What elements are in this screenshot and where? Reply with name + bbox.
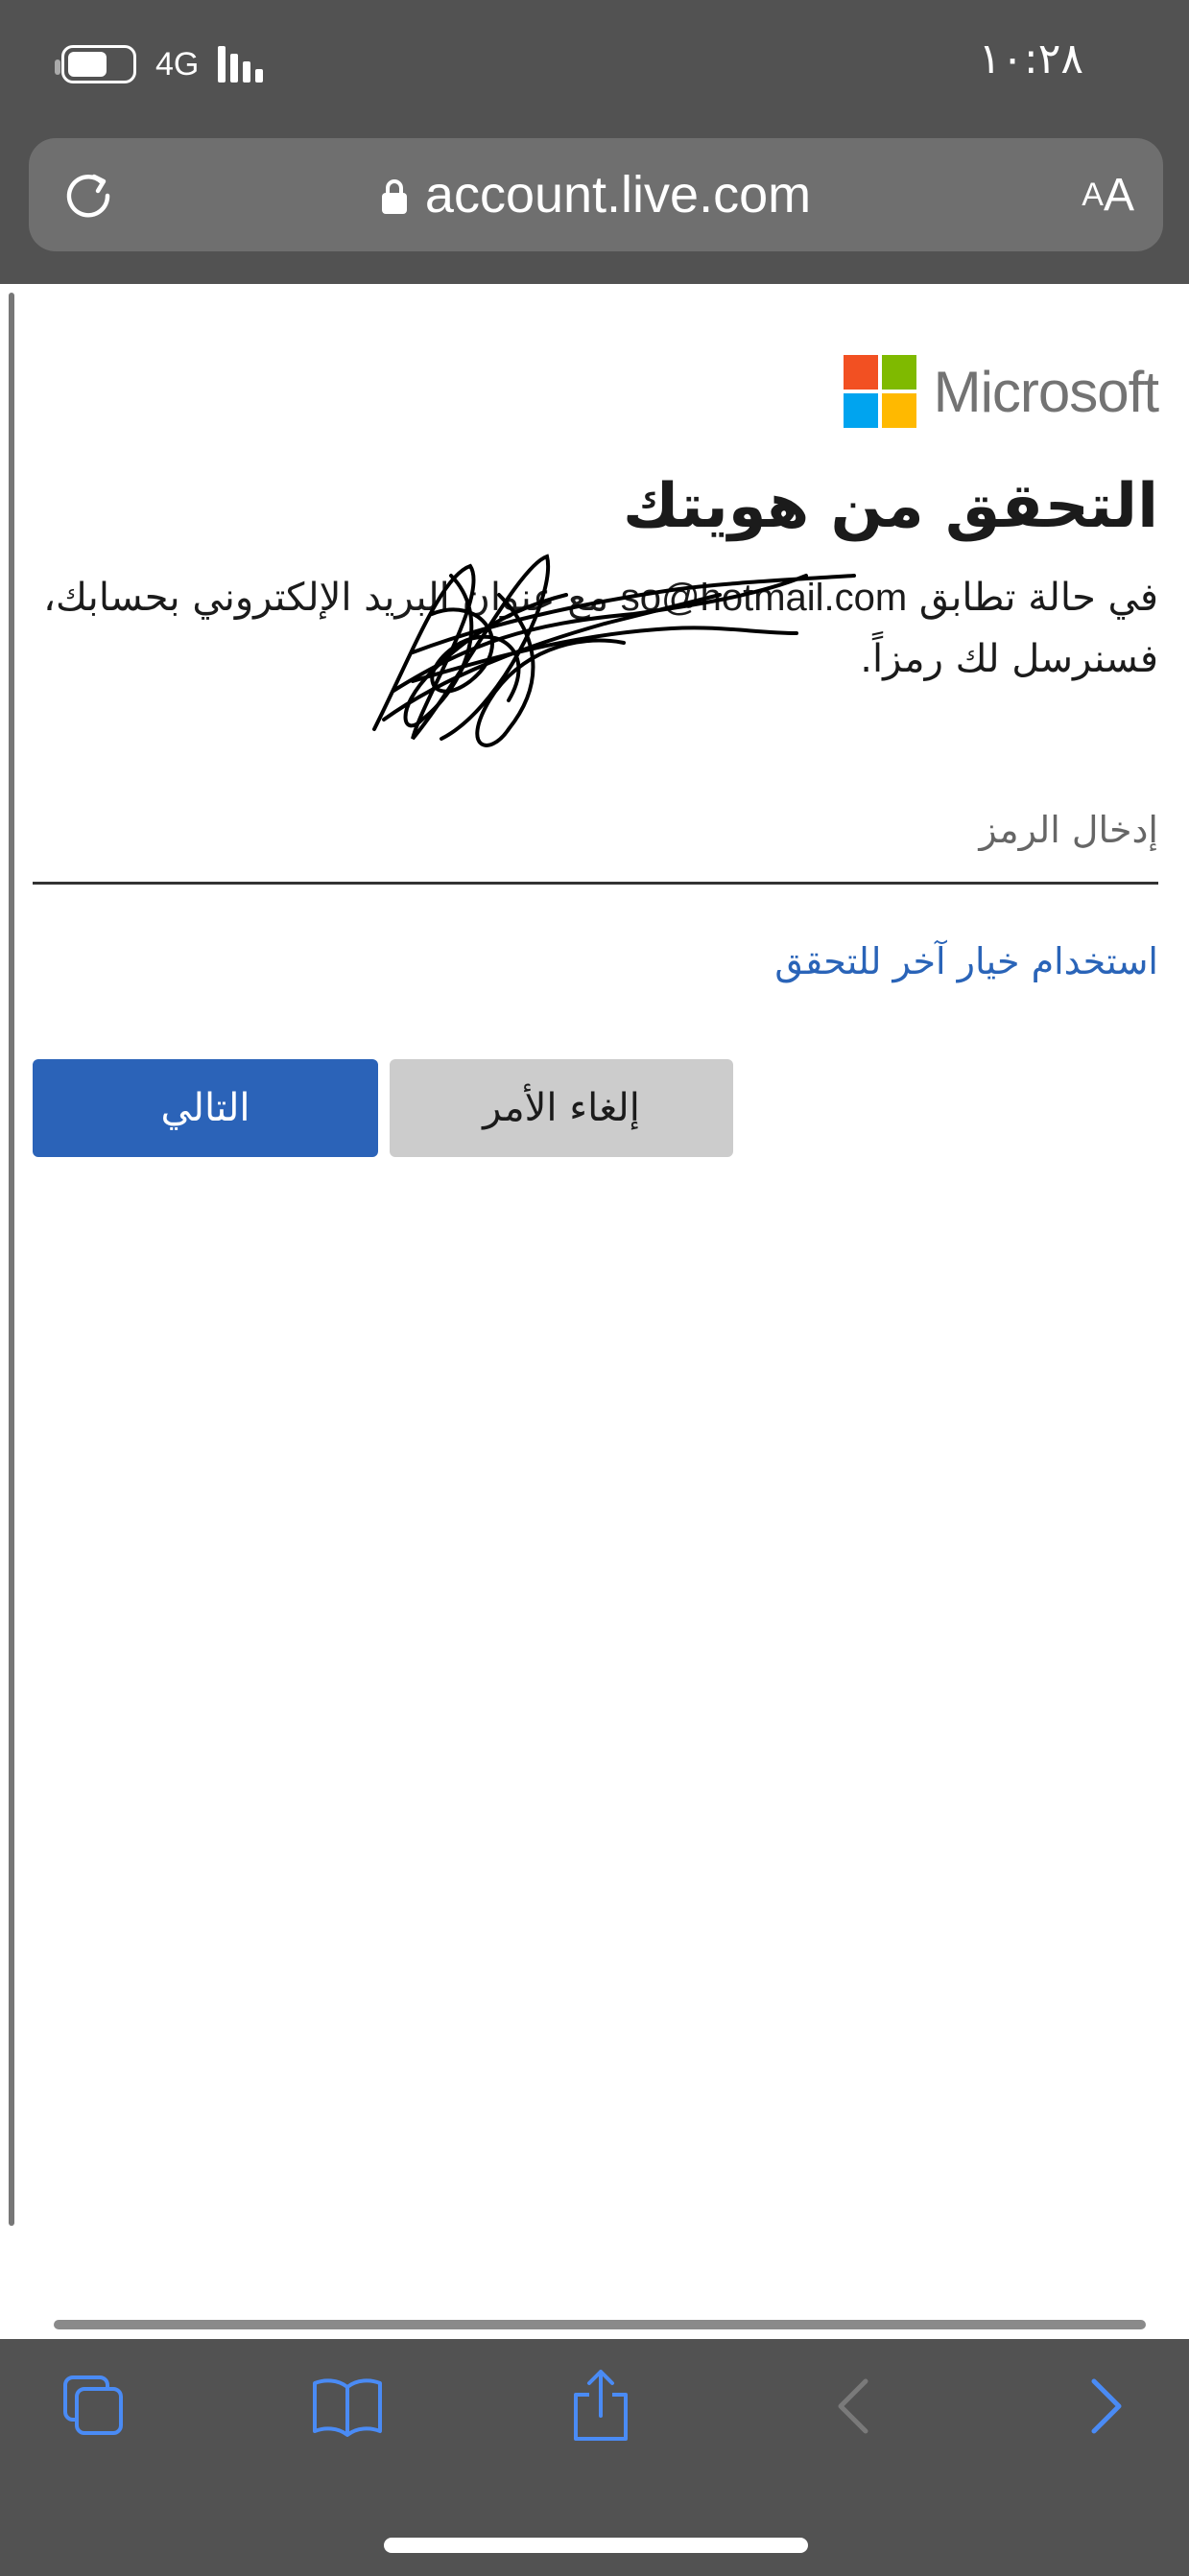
battery-icon <box>61 45 136 83</box>
alternate-verification-link[interactable]: استخدام خيار آخر للتحقق <box>774 940 1158 982</box>
forward-icon[interactable] <box>1065 2368 1142 2445</box>
lock-icon <box>381 177 408 216</box>
browser-top-bar <box>0 0 1189 284</box>
redaction-scribble <box>355 537 892 768</box>
network-type: 4G <box>155 45 200 83</box>
back-icon[interactable] <box>818 2368 894 2445</box>
share-icon[interactable] <box>562 2368 639 2445</box>
next-button[interactable]: التالي <box>33 1059 378 1157</box>
status-bar-left <box>61 42 263 86</box>
cancel-button[interactable]: إلغاء الأمر <box>390 1059 733 1157</box>
microsoft-logo <box>844 355 1158 428</box>
vertical-scrollbar[interactable] <box>9 293 14 2226</box>
page-description: في حالة تطابق so@hotmail.com مع عنوان البريد الإلكتروني بحسابك، فسنرسل لك رمزاً. <box>43 575 1158 681</box>
tabs-icon[interactable] <box>56 2368 132 2445</box>
signal-strength-icon <box>218 46 263 83</box>
bookmarks-icon[interactable] <box>309 2368 386 2445</box>
horizontal-scrollbar[interactable] <box>54 2320 1146 2329</box>
page-title: التحقق من هويتك <box>623 471 1158 542</box>
address-bar[interactable] <box>29 138 1163 251</box>
microsoft-grid-icon <box>844 355 916 428</box>
code-input[interactable] <box>33 787 1158 885</box>
brand-name: Microsoft <box>933 359 1158 424</box>
text-size-button[interactable]: A A <box>1082 169 1134 221</box>
status-time: ١٠:٢٨ <box>978 35 1083 83</box>
url-text[interactable]: account.live.com <box>424 166 812 224</box>
masked-email: so@hotmail.com <box>620 576 908 619</box>
home-indicator[interactable] <box>384 2538 808 2553</box>
